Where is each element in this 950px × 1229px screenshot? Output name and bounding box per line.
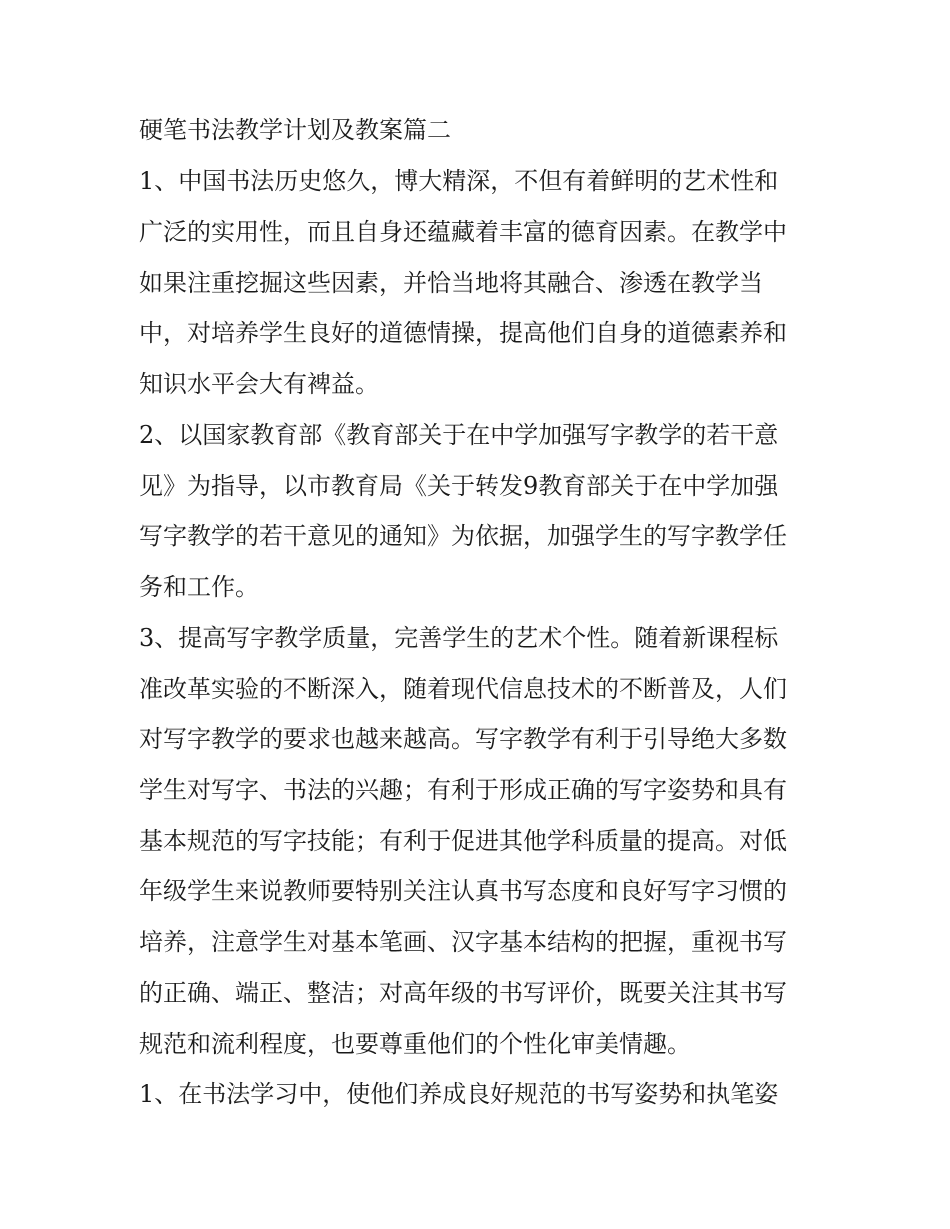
text-line: 写字教学的若干意见的通知》为依据，加强学生的写字教学任 (139, 522, 787, 550)
text-line: 年级学生来说教师要特别关注认真书写态度和良好写字习惯的 (139, 877, 787, 905)
text-line: 见》为指导，以市教育局《关于转发9教育部关于在中学加强 (139, 472, 779, 500)
text-line: 务和工作。 (139, 573, 259, 601)
text-line: 3、提高写字教学质量，完善学生的艺术个性。随着新课程标 (139, 624, 779, 652)
text-line: 对写字教学的要求也越来越高。写字教学有利于引导绝大多数 (139, 725, 787, 753)
text-line: 培养，注意学生对基本笔画、汉字基本结构的把握，重视书写 (139, 928, 787, 956)
text-line: 的正确、端正、整洁；对高年级的书写评价，既要关注其书写 (139, 979, 787, 1007)
text-line: 1、在书法学习中，使他们养成良好规范的书写姿势和执笔姿 (139, 1080, 779, 1108)
text-line: 广泛的实用性，而且自身还蕴藏着丰富的德育因素。在教学中 (139, 218, 787, 246)
text-line: 学生对写字、书法的兴趣；有利于形成正确的写字姿势和具有 (139, 776, 787, 804)
text-line: 如果注重挖掘这些因素，并恰当地将其融合、渗透在教学当 (139, 269, 763, 297)
text-line: 规范和流利程度，也要尊重他们的个性化审美情趣。 (139, 1030, 691, 1058)
text-line: 中，对培养学生良好的道德情操，提高他们自身的道德素养和 (139, 319, 787, 347)
document-title: 硬笔书法教学计划及教案篇二 (139, 116, 451, 144)
text-line: 知识水平会大有裨益。 (139, 370, 379, 398)
text-line: 基本规范的写字技能；有利于促进其他学科质量的提高。对低 (139, 827, 787, 855)
text-line: 准改革实验的不断深入，随着现代信息技术的不断普及，人们 (139, 675, 787, 703)
text-line: 2、以国家教育部《教育部关于在中学加强写字教学的若干意 (139, 421, 779, 449)
text-line: 1、中国书法历史悠久，博大精深，不但有着鲜明的艺术性和 (139, 167, 779, 195)
